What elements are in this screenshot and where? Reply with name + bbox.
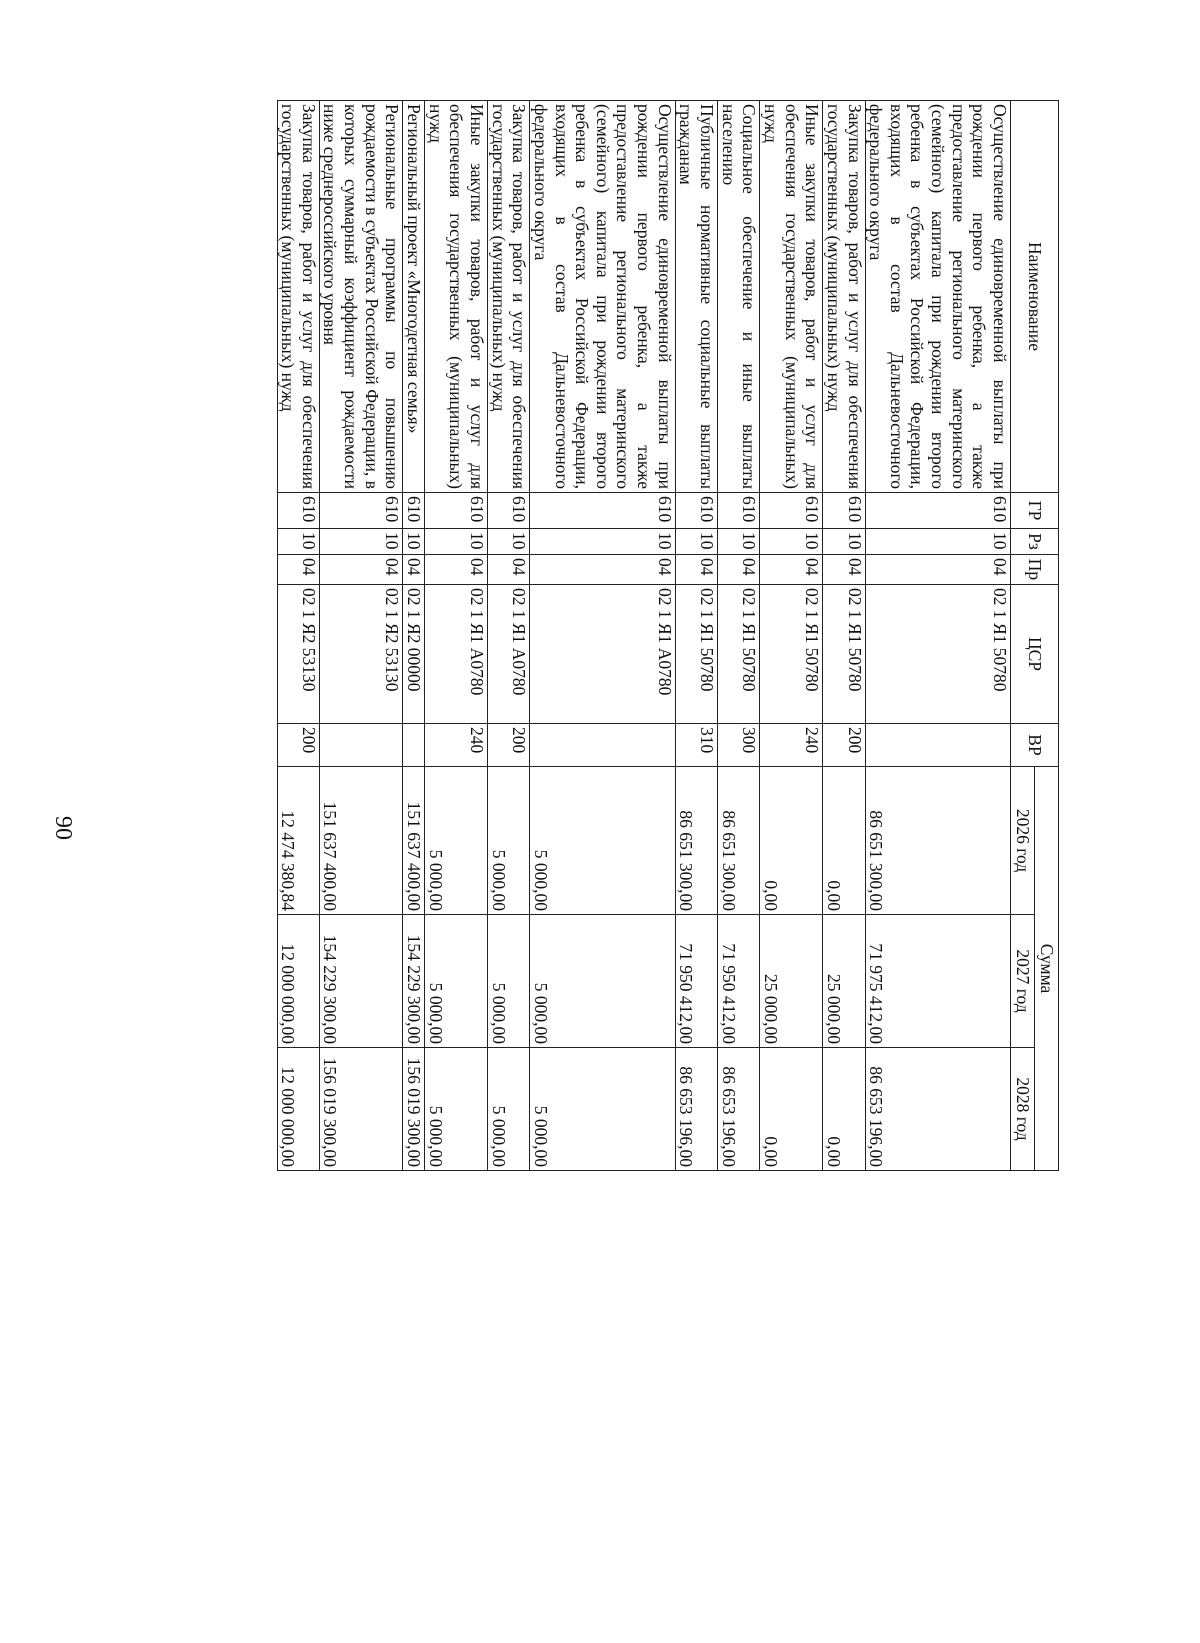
table-cell-2026: 151 637 400,00 — [403, 767, 425, 915]
header-2026: 2026 год — [1011, 767, 1035, 915]
table-cell-vr — [403, 724, 425, 767]
table-cell-2026: 12 474 380,84 — [277, 767, 319, 915]
table-cell-pr: 04 — [530, 555, 675, 585]
table-cell-2027: 154 229 300,00 — [319, 915, 403, 1048]
table-cell-2027: 71 950 412,00 — [675, 915, 717, 1048]
table-cell-csr: 02 1 Я2 00000 — [403, 585, 425, 724]
table-cell-name: Социальное обеспечение и иные выплаты населению — [718, 101, 760, 493]
header-rz: Рз — [1011, 529, 1059, 555]
table-cell-rz: 10 — [675, 529, 717, 555]
table-cell-2027: 5 000,00 — [425, 915, 488, 1048]
table-cell-vr: 200 — [823, 724, 865, 767]
table-cell-vr: 240 — [760, 724, 823, 767]
table-cell-2028: 5 000,00 — [425, 1048, 488, 1171]
table-cell-2026: 5 000,00 — [425, 767, 488, 915]
table-cell-gr: 610 — [865, 493, 1010, 529]
table-cell-vr: 200 — [487, 724, 529, 767]
table-cell-2027: 71 975 412,00 — [865, 915, 1010, 1048]
table-cell-gr: 610 — [760, 493, 823, 529]
header-2028: 2028 год — [1011, 1048, 1035, 1171]
page-number: 90 — [50, 816, 76, 840]
table-cell-2028: 5 000,00 — [530, 1048, 675, 1171]
table-row — [277, 101, 319, 1171]
table-cell-rz: 10 — [865, 529, 1010, 555]
table-cell-gr: 610 — [277, 493, 319, 529]
table-cell-2028: 86 653 196,00 — [675, 1048, 717, 1171]
table-cell-2027: 5 000,00 — [530, 915, 675, 1048]
table-cell-2026: 86 651 300,00 — [675, 767, 717, 915]
table-cell-csr: 02 1 Я1 50780 — [865, 585, 1010, 724]
table-cell-2027: 71 950 412,00 — [718, 915, 760, 1048]
table-cell-2028: 12 000 000,00 — [277, 1048, 319, 1171]
budget-table — [277, 100, 1059, 1171]
table-cell-2026: 0,00 — [823, 767, 865, 915]
table-cell-csr: 02 1 Я1 50780 — [718, 585, 760, 724]
table-cell-rz: 10 — [425, 529, 488, 555]
table-cell-csr: 02 1 Я1 50780 — [823, 585, 865, 724]
table-cell-name: Публичные нормативные социальные выплаты гражданам — [675, 101, 717, 493]
table-cell-vr — [865, 724, 1010, 767]
table-cell-2027: 25 000,00 — [823, 915, 865, 1048]
table-cell-name: Иные закупки товаров, работ и услуг для обеспечения государственных (муниципальных) нужд — [760, 101, 823, 493]
table-cell-rz: 10 — [403, 529, 425, 555]
table-cell-name: Закупка товаров, работ и услуг для обеспечения государственных (муниципальных) нужд — [277, 101, 319, 493]
table-cell-csr: 02 1 Я2 53130 — [277, 585, 319, 724]
table-cell-2027: 154 229 300,00 — [403, 915, 425, 1048]
table-cell-pr: 04 — [718, 555, 760, 585]
table-cell-csr: 02 1 Я1 50780 — [675, 585, 717, 724]
table-cell-rz: 10 — [487, 529, 529, 555]
table-row — [403, 101, 425, 1171]
table-cell-2026: 86 651 300,00 — [865, 767, 1010, 915]
table-cell-2026: 151 637 400,00 — [319, 767, 403, 915]
table-cell-rz: 10 — [277, 529, 319, 555]
table-cell-csr: 02 1 Я2 53130 — [319, 585, 403, 724]
table-cell-name: Региональные программы по повышению рождаемости в субъектах Российской Федерации, в которых суммарный коэффициент рождаемости ниже среднероссийского уровня — [319, 101, 403, 493]
table-cell-2028: 86 653 196,00 — [865, 1048, 1010, 1171]
table-cell-2027: 5 000,00 — [487, 915, 529, 1048]
table-cell-pr: 04 — [425, 555, 488, 585]
table-cell-name: Осуществление единовременной выплаты при рождении первого ребенка, а также предоставление регионального материнского (семейного) капитала при рождении второго ребенка в субъектах Российской Федерации, входящих в состав Дальневосточного федерального округа — [530, 101, 675, 493]
table-cell-pr: 04 — [487, 555, 529, 585]
header-sum: Сумма — [1035, 767, 1059, 1171]
table-cell-gr: 610 — [319, 493, 403, 529]
table-row — [675, 101, 717, 1171]
table-cell-csr: 02 1 Я1 А0780 — [530, 585, 675, 724]
table-cell-gr: 610 — [403, 493, 425, 529]
table-cell-2027: 12 000 000,00 — [277, 915, 319, 1048]
table-row — [487, 101, 529, 1171]
header-gr: ГР — [1011, 493, 1059, 529]
table-cell-2026: 86 651 300,00 — [718, 767, 760, 915]
table-cell-gr: 610 — [823, 493, 865, 529]
table-cell-2026: 0,00 — [760, 767, 823, 915]
table-cell-vr: 200 — [277, 724, 319, 767]
table-cell-2028: 0,00 — [760, 1048, 823, 1171]
table-cell-vr: 310 — [675, 724, 717, 767]
table-cell-2028: 156 019 300,00 — [403, 1048, 425, 1171]
table-row — [425, 101, 488, 1171]
table-row — [760, 101, 823, 1171]
table-cell-gr: 610 — [530, 493, 675, 529]
table-cell-csr: 02 1 Я1 А0780 — [425, 585, 488, 724]
header-csr: ЦСР — [1011, 585, 1059, 724]
table-cell-vr: 300 — [718, 724, 760, 767]
table-cell-csr: 02 1 Я1 А0780 — [487, 585, 529, 724]
table-body — [277, 101, 1010, 1171]
table-cell-name: Иные закупки товаров, работ и услуг для обеспечения государственных (муниципальных) нужд — [425, 101, 488, 493]
table-cell-pr: 04 — [403, 555, 425, 585]
table-cell-rz: 10 — [530, 529, 675, 555]
table-cell-name: Региональный проект «Многодетная семья» — [403, 101, 425, 493]
table-cell-2026: 5 000,00 — [487, 767, 529, 915]
header-name: Наименование — [1011, 101, 1059, 493]
table-cell-pr: 04 — [823, 555, 865, 585]
header-vr: ВР — [1011, 724, 1059, 767]
table-cell-2028: 156 019 300,00 — [319, 1048, 403, 1171]
table-cell-pr: 04 — [277, 555, 319, 585]
table-cell-2027: 25 000,00 — [760, 915, 823, 1048]
table-row — [530, 101, 675, 1171]
table-row — [865, 101, 1010, 1171]
table-cell-2026: 5 000,00 — [530, 767, 675, 915]
table-cell-name: Закупка товаров, работ и услуг для обеспечения государственных (муниципальных) нужд — [487, 101, 529, 493]
table-cell-rz: 10 — [760, 529, 823, 555]
table-cell-gr: 610 — [718, 493, 760, 529]
table-cell-vr — [530, 724, 675, 767]
rotated-table-container — [277, 100, 1059, 1170]
table-cell-name: Закупка товаров, работ и услуг для обеспечения государственных (муниципальных) нужд — [823, 101, 865, 493]
table-cell-rz: 10 — [718, 529, 760, 555]
table-cell-name: Осуществление единовременной выплаты при рождении первого ребенка, а также предоставление регионального материнского (семейного) капитала при рождении второго ребенка в субъектах Российской Федерации, входящих в состав Дальневосточного федерального округа — [865, 101, 1010, 493]
table-row — [319, 101, 403, 1171]
table-cell-csr: 02 1 Я1 50780 — [760, 585, 823, 724]
table-row — [823, 101, 865, 1171]
table-cell-pr: 04 — [675, 555, 717, 585]
table-cell-pr: 04 — [865, 555, 1010, 585]
table-cell-2028: 5 000,00 — [487, 1048, 529, 1171]
table-cell-pr: 04 — [760, 555, 823, 585]
header-2027: 2027 год — [1011, 915, 1035, 1048]
table-cell-rz: 10 — [823, 529, 865, 555]
table-cell-2028: 0,00 — [823, 1048, 865, 1171]
table-cell-vr — [319, 724, 403, 767]
table-cell-rz: 10 — [319, 529, 403, 555]
table-cell-gr: 610 — [675, 493, 717, 529]
header-pr: Пр — [1011, 555, 1059, 585]
table-header — [1011, 101, 1059, 1171]
table-cell-gr: 610 — [425, 493, 488, 529]
table-row — [718, 101, 760, 1171]
table-cell-pr: 04 — [319, 555, 403, 585]
table-cell-vr: 240 — [425, 724, 488, 767]
table-cell-gr: 610 — [487, 493, 529, 529]
table-cell-2028: 86 653 196,00 — [718, 1048, 760, 1171]
